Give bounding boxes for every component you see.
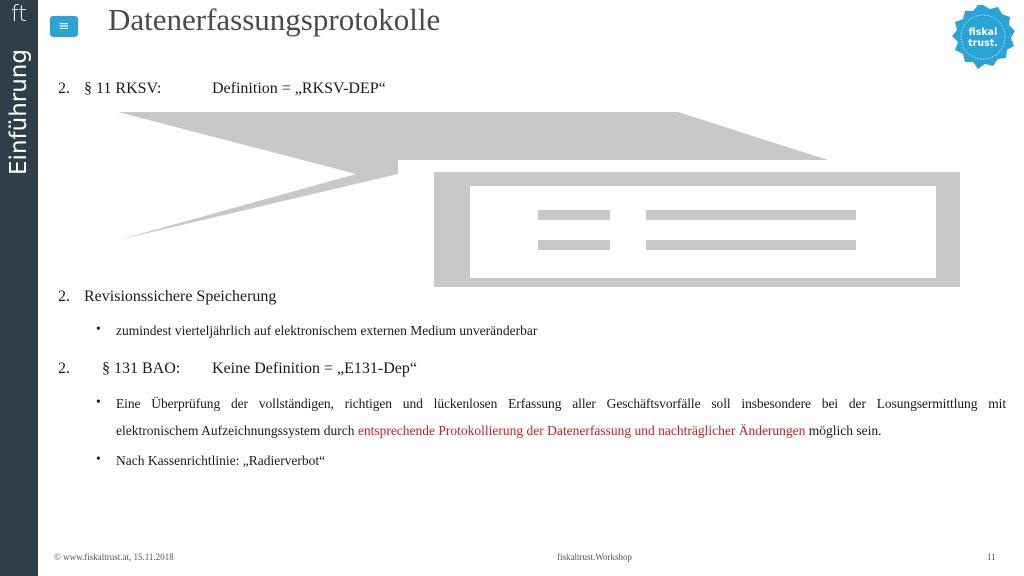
- item3-bullet1-post: möglich sein.: [805, 423, 882, 438]
- diagram-document-inner: [470, 186, 936, 278]
- item3-bullet1-highlight: entsprechende Protokollierung der Datenerfassung und nachträglicher Änderungen: [357, 423, 806, 438]
- diagram-line: [538, 240, 610, 250]
- footer-center: fiskaltrust.Workshop: [557, 552, 633, 562]
- item2-label: Revisionssichere Speicherung: [84, 288, 277, 305]
- item3-bullet1-line2: [116, 423, 882, 439]
- menu-icon[interactable]: ≡: [50, 16, 78, 37]
- fiskaltrust-badge-icon: [950, 4, 1016, 70]
- badge-line1: fiskal: [968, 27, 998, 38]
- item1-number: 2.: [58, 80, 70, 97]
- item1-text: Definition = „RKSV-DEP“: [212, 80, 386, 97]
- bullet-icon: •: [96, 394, 101, 409]
- diagram-line: [646, 240, 856, 250]
- item2-number: 2.: [58, 288, 70, 305]
- item3-bullet2: Nach Kassenrichtlinie: „Radierverbot“: [116, 453, 326, 468]
- footer-copyright: © www.fiskaltrust.at, 15.11.2018: [54, 552, 174, 562]
- item3-label: § 131 BAO:: [102, 360, 181, 377]
- bullet-icon: •: [96, 451, 101, 466]
- item1-label: § 11 RKSV:: [84, 80, 162, 97]
- badge-line2: trust.: [968, 38, 998, 49]
- item3-text: Keine Definition = „E131-Dep“: [212, 360, 417, 377]
- item3-bullet1-pre: elektronischem Aufzeichnungssystem durch: [116, 423, 358, 438]
- page-number: 11: [987, 552, 996, 562]
- page-title: Datenerfassungsprotokolle: [108, 2, 441, 37]
- item3-bullet1-line1: Eine Überprüfung der vollständigen, richtigen und lückenlosen Erfassung aller Geschäftsvorfälle soll insbesondere bei der Losungsermittlung mit: [116, 396, 1006, 411]
- diagram: [118, 112, 963, 287]
- item2-bullet: zumindest vierteljährlich auf elektronischem externen Medium unveränderbar: [116, 323, 538, 338]
- item3-number: 2.: [58, 360, 70, 377]
- bullet-icon: •: [96, 321, 101, 336]
- diagram-line: [646, 210, 856, 220]
- diagram-line: [538, 210, 610, 220]
- sidebar: [0, 0, 38, 576]
- section-label: Einführung: [6, 49, 32, 175]
- ft-logo: ft: [11, 2, 27, 27]
